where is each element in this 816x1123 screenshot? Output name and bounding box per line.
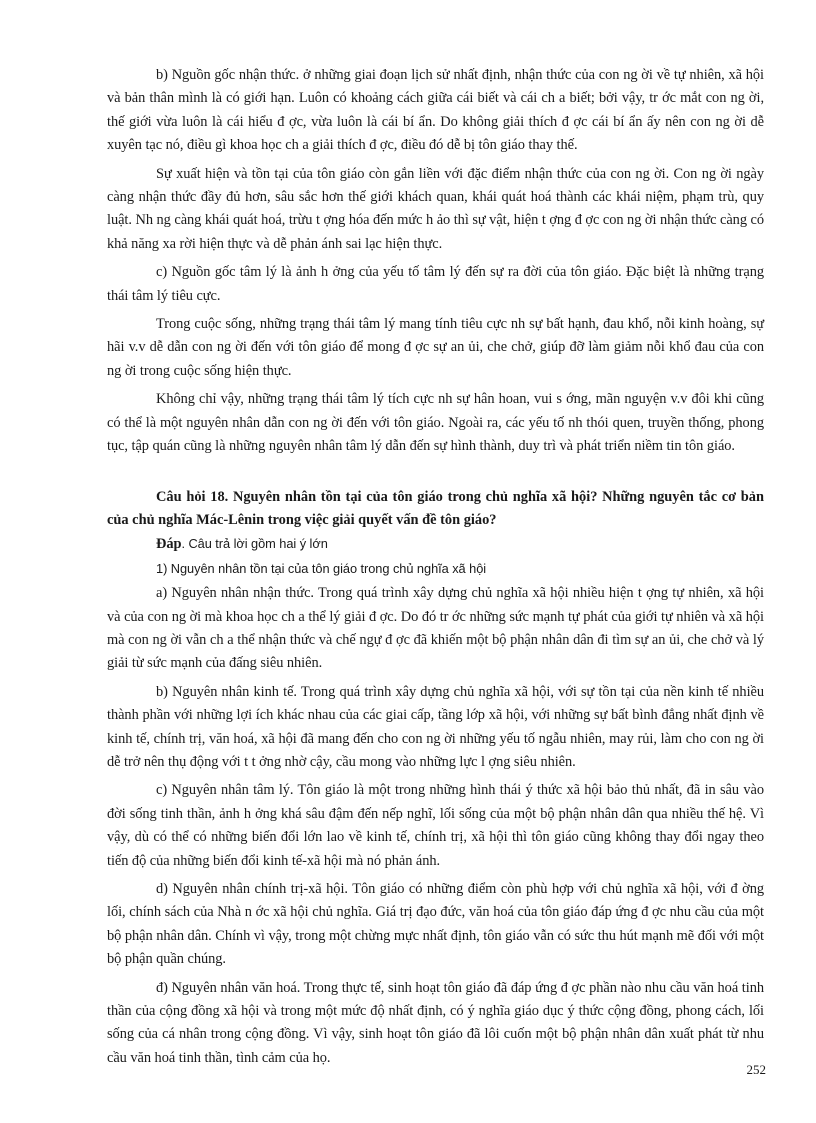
section-1-heading: 1) Nguyên nhân tồn tại của tôn giáo trong chủ nghĩa xã hội bbox=[156, 560, 487, 576]
paragraph-cause-economic: b) Nguyên nhân kinh tế. Trong quá trình xây dựng chủ nghĩa xã hội, với sự tồn tại của nền kinh tế nhiều thành phần với những lợi ích khác nhau của các giai cấp, tầng lớp xã hội, với những sự bất bình đẳng nhất định về kinh tế, chính trị, văn hoá, xã hội đã mang đến cho con ng ời những yếu tố ngẫu nhiên, may rủi, làm cho con ng ời dễ trở nên thụ động với t t ởng nhờ cậy, cầu mong vào những lực l ợng siêu nhiên. bbox=[107, 683, 764, 770]
paragraph-psychological-origin: c) Nguồn gốc tâm lý là ảnh h ởng của yếu tố tâm lý đến sự ra đời của tôn giáo. Đặc biệt là những trạng thái tâm lý tiêu cực. bbox=[107, 264, 764, 304]
paragraph-cause-political-social: d) Nguyên nhân chính trị-xã hội. Tôn giáo có những điểm còn phù hợp với chủ nghĩa xã hội, với đ ờng lối, chính sách của Nhà n ớc xã hội chủ nghĩa. Giá trị đạo đức, văn hoá của tôn giáo đáp ứng đ ợc nhu cầu của một bộ phận nhân dân. Chính vì vậy, trong một chừng mực nhất định, tôn giáo vẫn có sức thu hút mạnh mẽ đối với một bộ phận quần chúng. bbox=[107, 881, 764, 968]
question-heading: Câu hỏi 18. Nguyên nhân tồn tại của tôn giáo trong chủ nghĩa xã hội? Những nguyên tắc cơ bản của chủ nghĩa Mác-Lênin trong việc giải quyết vấn đề tôn giáo? bbox=[107, 488, 764, 528]
page-number: 252 bbox=[746, 1062, 766, 1077]
paragraph-cognitive-origin: b) Nguồn gốc nhận thức. ở những giai đoạn lịch sử nhất định, nhận thức của con ng ời về tự nhiên, xã hội và bản thân mình là có giới hạn. Luôn có khoảng cách giữa cái biết và cái ch a biết; bởi vậy, tr ớc mắt con ng ời, thế giới vừa luôn là cái hiểu đ ợc, vừa luôn là cái bí ẩn. Do không giải thích đ ợc cái bí ẩn ấy nên con ng ời dễ xuyên tạc nó, điều gì khoa học ch a giải thích đ ợc, điều đó dễ bị tôn giáo thay thế. bbox=[107, 67, 764, 154]
paragraph-cognition-features: Sự xuất hiện và tồn tại của tôn giáo còn gắn liền với đặc điểm nhận thức của con ng ời. Con ng ời ngày càng nhận thức đầy đủ hơn, sâu sắc hơn thế giới khách quan, khái quát hoá thành các khái niệm, phạm trù, quy luật. Nh ng càng khái quát hoá, trừu t ợng hóa đến mức h ảo thì sự vật, hiện t ợng đ ợc con ng ời nhận thức càng có khả năng xa rời hiện thực và dễ phản ánh sai lạc hiện thực. bbox=[107, 165, 764, 252]
answer-intro-text: . Câu trả lời gồm hai ý lớn bbox=[181, 536, 328, 552]
section-gap bbox=[107, 464, 764, 486]
paragraph-positive-states: Không chỉ vậy, những trạng thái tâm lý tích cực nh sự hân hoan, vui s ớng, mãn nguyện v.v đôi khi cũng có thể là một nguyên nhân dẫn con ng ời đến với tôn giáo. Ngoài ra, các yếu tố nh thói quen, truyền thống, phong tục, tập quán cũng là những nguyên nhân tâm lý dẫn đến sự hình thành, duy trì và phát triển niềm tin tôn giáo. bbox=[107, 391, 764, 455]
answer-label: Đáp bbox=[156, 536, 182, 553]
paragraph-cause-cultural: đ) Nguyên nhân văn hoá. Trong thực tế, sinh hoạt tôn giáo đã đáp ứng đ ợc phần nào nhu cầu văn hoá tinh thần của cộng đồng xã hội và trong một mức độ nhất định, có ý nghĩa giáo dục ý thức cộng đồng, phong cách, lối sống của cá nhân trong cộng đồng. Vì vậy, sinh hoạt tôn giáo đã lôi cuốn một bộ phận nhân dân xuất phát từ nhu cầu văn hoá tinh thần, tình cảm của họ. bbox=[107, 979, 764, 1066]
paragraph-cause-psychological: c) Nguyên nhân tâm lý. Tôn giáo là một trong những hình thái ý thức xã hội bảo thủ nhất, đã in sâu vào đời sống tinh thần, ảnh h ởng khá sâu đậm đến nếp nghĩ, lối sống của một bộ phận nhân dân qua nhiều thế hệ. Vì vậy, dù có thể có những biến đổi lớn lao về kinh tế, chính trị, xã hội thì tôn giáo cũng không thay đổi ngay theo tiến độ của những biến đổi kinh tế-xã hội mà nó phản ánh. bbox=[107, 782, 764, 869]
answer-intro bbox=[107, 532, 764, 556]
paragraph-cause-cognitive: a) Nguyên nhân nhận thức. Trong quá trình xây dựng chủ nghĩa xã hội nhiều hiện t ợng tự nhiên, xã hội và của con ng ời mà khoa học ch a thể lý giải đ ợc. Do đó tr ớc những sức mạnh tự phát của giới tự nhiên và xã hội mà con ng ời vẫn ch a thể nhận thức và chế ngự đ ợc đã khiến một bộ phận nhân dân đi tìm sự an ủi, che chở và lý giải từ sức mạnh của đấng siêu nhiên. bbox=[107, 585, 764, 672]
paragraph-negative-states: Trong cuộc sống, những trạng thái tâm lý mang tính tiêu cực nh sự bất hạnh, đau khổ, nỗi kinh hoàng, sự hãi v.v dễ dẫn con ng ời đến với tôn giáo để mong đ ợc sự an ủi, che chở, giúp đỡ làm giảm nỗi khổ đau của con ng ời trong cuộc sống hiện thực. bbox=[107, 316, 764, 379]
